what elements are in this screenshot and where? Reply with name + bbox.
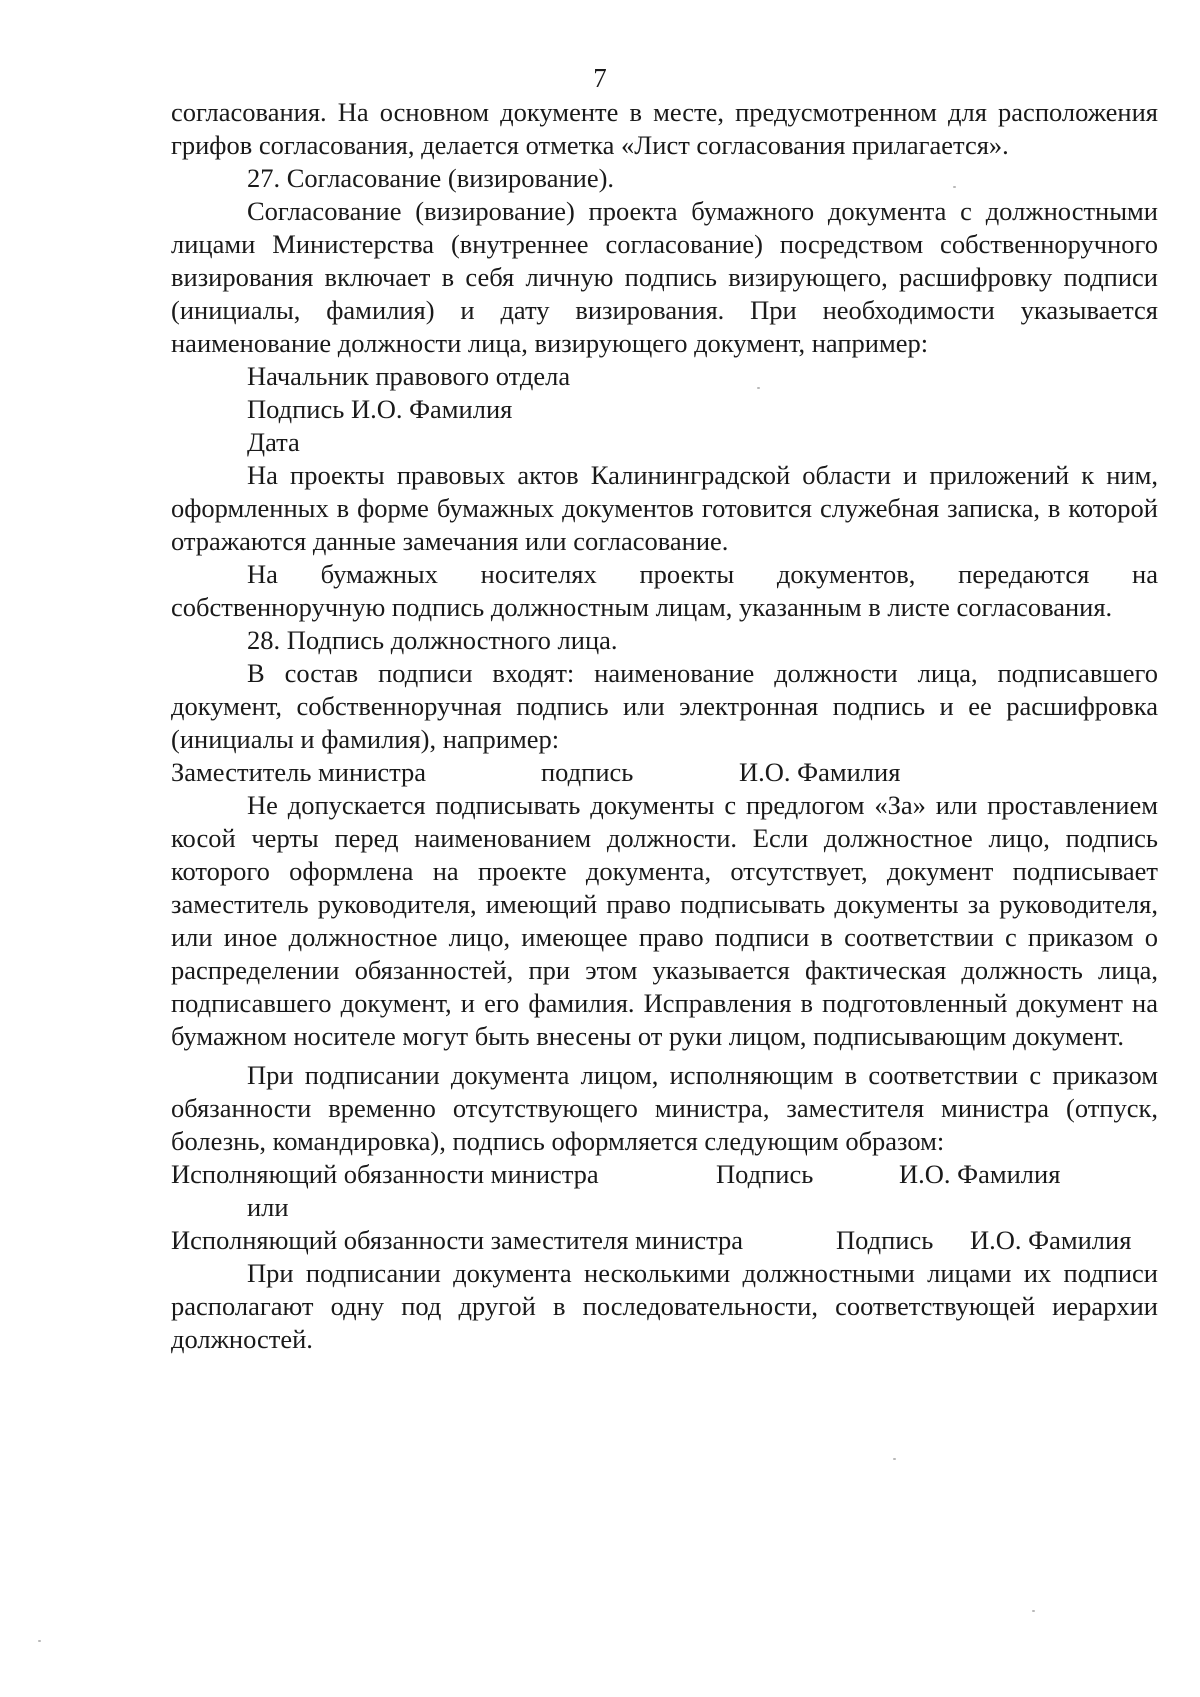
signature-example-deputy-minister [171,756,1158,789]
section-heading-27: 27. Согласование (визирование). [247,163,615,193]
signature-example-acting-deputy-minister [171,1224,1158,1257]
scan-speck [757,387,760,389]
scan-speck [953,186,956,188]
signature-mark: подпись [541,757,634,787]
signature-mark: Подпись [836,1225,934,1255]
example-date: Дата [247,427,300,457]
signature-position: Исполняющий обязанности министра [171,1159,599,1189]
paragraph-approval-sheet-note: согласования. На основном документе в месте, предусмотренном для расположения грифов согласования, делается отметка «Лист согласования прилагается». [171,97,1158,160]
paragraph-multiple-signatures: При подписании документа несколькими должностными лицами их подписи располагают одну под другой в последовательности, соответствующей иерархии должностей. [171,1258,1158,1354]
scan-speck [1032,1610,1035,1612]
scan-speck [38,1640,41,1642]
scan-speck [893,1458,896,1460]
signature-position: Исполняющий обязанности заместителя министра [171,1225,744,1255]
paragraph-paper-carriers: На бумажных носителях проекты документов, передаются на собственноручную подпись должностным лицам, указанным в листе согласования. [171,559,1158,622]
paragraph-legal-acts-memo: На проекты правовых актов Калининградской области и приложений к ним, оформленных в форме бумажных документов готовится служебная записка, в которой отражаются данные замечания или согласование. [171,460,1158,556]
alternative-word: или [247,1192,289,1222]
paragraph-signing-rules: Не допускается подписывать документы с предлогом «За» или проставлением косой черты перед наименованием должности. Если должностное лицо, подпись которого оформлена на проекте документа, отсутствует, документ подписывает заместитель руководителя, имеющий право подписывать документы за руководителя, или иное должностное лицо, имеющее право подписи в соответствии с приказом о распределении обязанностей, при этом указывается фактическая должность лица, подписавшего документ, и его фамилия. Исправления в подготовленный документ на бумажном носителе могут быть внесены от руки лицом, подписывающим документ. [171,790,1158,1051]
section-heading-28: 28. Подпись должностного лица. [247,625,618,655]
paragraph-visa-description: Согласование (визирование) проекта бумажного документа с должностными лицами Министерства (внутреннее согласование) посредством собственноручного визирования включает в себя личную подпись визирующего, расшифровку подписи (инициалы, фамилия) и дату визирования. При необходимости указывается наименование должности лица, визирующего документ, например: [171,196,1158,358]
signature-position: Заместитель министра [171,757,427,787]
signature-name: И.О. Фамилия [739,757,901,787]
example-position: Начальник правового отдела [247,361,571,391]
signature-example-acting-minister [171,1158,1158,1191]
page-number: 7 [593,63,607,93]
signature-mark: Подпись [716,1159,814,1189]
paragraph-acting-official: При подписании документа лицом, исполняющим в соответствии с приказом обязанности временно отсутствующего министра, заместителя министра (отпуск, болезнь, командировка), подпись оформляется следующим образом: [171,1060,1158,1156]
document-body [171,96,1158,1356]
example-signature: Подпись И.О. Фамилия [247,394,513,424]
signature-name: И.О. Фамилия [970,1225,1132,1255]
paragraph-signature-composition: В состав подписи входят: наименование должности лица, подписавшего документ, собственноручная подпись или электронная подпись и ее расшифровка (инициалы и фамилия), например: [171,658,1158,754]
signature-name: И.О. Фамилия [899,1159,1061,1189]
